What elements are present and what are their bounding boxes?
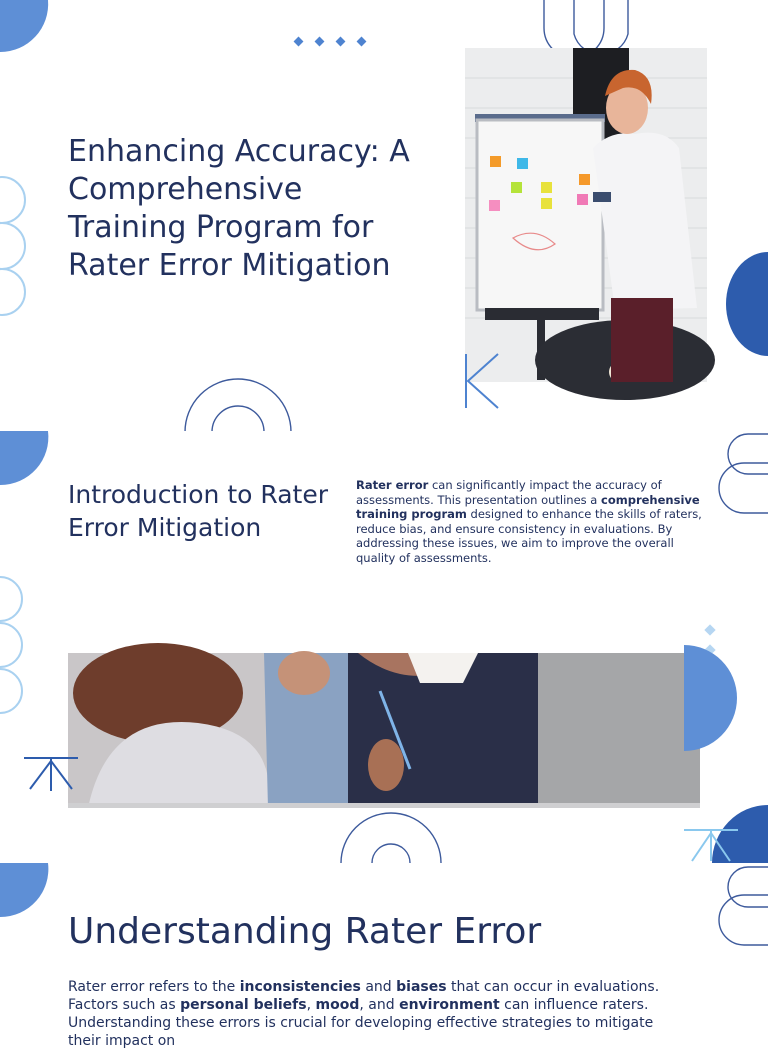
definition-paragraph bbox=[68, 978, 668, 1050]
left-circle-chain bbox=[0, 176, 30, 322]
corner-quarter-circle bbox=[0, 431, 50, 485]
main-title: Enhancing Accuracy: A Comprehensive Training Program for Rater Error Mitigation bbox=[68, 134, 410, 283]
text-run: mood bbox=[315, 997, 360, 1013]
bottom-arcs-decoration bbox=[340, 831, 442, 863]
text-run: designed to enhance the skills of raters, reduce bias, and ensure consistency in evaluations. By addressing these issues, we aim to improve the overall quality of assessments. bbox=[356, 507, 702, 565]
right-half-circle bbox=[684, 645, 738, 751]
text-run: comprehensive training program bbox=[356, 492, 700, 522]
text-run: and bbox=[360, 979, 397, 995]
right-arcs-decoration bbox=[714, 863, 768, 949]
title-slide bbox=[0, 0, 768, 431]
text-run: Rater error bbox=[356, 478, 429, 492]
team-discussion-photo bbox=[68, 653, 700, 808]
bottom-arcs-decoration bbox=[184, 386, 292, 432]
left-circle-chain bbox=[0, 575, 26, 721]
right-half-circle bbox=[726, 252, 768, 356]
text-run: Rater error refers to the bbox=[68, 979, 240, 995]
intro-paragraph bbox=[356, 478, 702, 566]
introduction-slide bbox=[0, 431, 768, 863]
tree-line-decoration bbox=[22, 755, 80, 793]
section-title: Understanding Rater Error bbox=[68, 911, 542, 952]
text-run: , and bbox=[359, 997, 400, 1013]
section-title: Introduction to Rater Error Mitigation bbox=[68, 480, 328, 542]
corner-quarter-circle bbox=[0, 0, 50, 52]
corner-quarter-circle bbox=[0, 863, 50, 917]
text-run: inconsistencies bbox=[239, 979, 361, 995]
tree-line-decoration bbox=[682, 827, 740, 863]
text-run: can significantly impact the accuracy of assessments. This presentation outlines a bbox=[356, 478, 662, 507]
text-run: environment bbox=[399, 997, 500, 1013]
text-run: biases bbox=[396, 979, 447, 995]
text-run: personal beliefs bbox=[180, 997, 307, 1013]
text-run: that can occur in evaluations. Factors such as bbox=[68, 979, 660, 1013]
presenter-whiteboard-photo bbox=[465, 48, 707, 382]
text-run: , bbox=[306, 997, 316, 1013]
right-arcs-decoration bbox=[714, 433, 768, 517]
text-run: can influence raters. Understanding these errors is crucial for developing effective strategies to mitigate their impact on bbox=[68, 997, 654, 1049]
arrow-left-decoration bbox=[462, 352, 502, 410]
diamond-dots-decoration bbox=[290, 36, 370, 50]
understanding-slide bbox=[0, 863, 768, 1049]
